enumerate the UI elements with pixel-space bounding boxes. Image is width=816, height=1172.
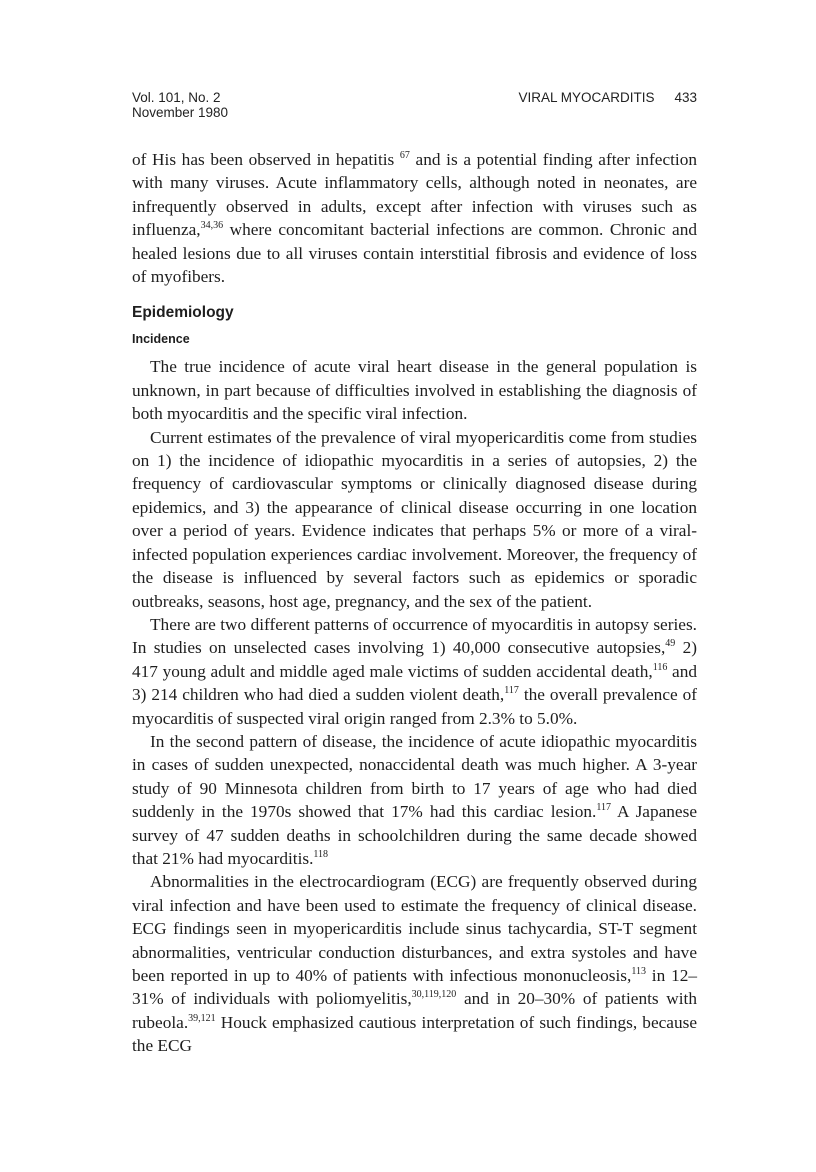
text-run: A Japanese survey of 47 sudden deaths in schoolchildren during the same decade showed that 21% had myocarditis.: [132, 802, 697, 868]
citation-ref: 34,36: [200, 220, 224, 232]
text-run: There are two different patterns of occurrence of myocarditis in autopsy series. In studies on unselected cases involving 1) 40,000 consecutive autopsies,: [132, 614, 697, 658]
paragraph: [132, 426, 697, 613]
paragraph: [132, 613, 697, 730]
citation-ref: 118: [313, 848, 329, 860]
citation-ref: 30,119,120: [411, 989, 457, 1001]
text-run: The true incidence of acute viral heart disease in the general population is unknown, in part because of difficulties involved in establishing the diagnosis of both myocarditis and the specific viral infection.: [132, 357, 697, 424]
section-heading: Epidemiology: [132, 304, 234, 322]
paragraph-continued: [132, 148, 697, 288]
journal-page: [132, 90, 697, 1058]
paragraph: [132, 870, 697, 1057]
article-body: [132, 148, 697, 1058]
citation-ref: 39,121: [188, 1012, 216, 1024]
running-title-block: [518, 90, 697, 105]
text-run: In the second pattern of disease, the incidence of acute idiopathic myocarditis in cases of sudden unexpected, nonaccidental death was much higher. A 3-year study of 90 Minnesota children from birth to 17 years of age who had died suddenly in the 1970s showed that 17% had this cardiac lesion.: [132, 731, 697, 822]
text-run: Houck emphasized cautious interpretation of such findings, because the ECG: [132, 1012, 697, 1056]
citation-ref: 67: [399, 150, 410, 161]
citation-ref: 117: [504, 685, 519, 697]
text-run: Current estimates of the prevalence of viral myopericarditis come from studies on 1) the incidence of idiopathic myocarditis in a series of autopsies, 2) the frequency of cardiovascular symptoms or clinically diagnosed disease during epidemics, and 3) the appearance of clinical disease occurring in one location over a period of years. Evidence indicates that perhaps 5% or more of a viral-infected population experiences cardiac involvement. Moreover, the frequency of the disease is influenced by several factors such as epidemics or sporadic outbreaks, seasons, host age, pregnancy, and the sex of the patient.: [132, 427, 697, 611]
text-run: Abnormalities in the electrocardiogram (ECG) are frequently observed during viral infection and have been used to estimate the frequency of clinical disease. ECG findings seen in myopericarditis include sinus tachycardia, ST-T segment abnormalities, ventricular conduction disturbances, and extra systoles and have been reported in up to 40% of patients with infectious mononucleosis,: [132, 872, 697, 985]
text-run: where concomitant bacterial infections are common. Chronic and healed lesions due to all viruses contain interstitial fibrosis and evidence of loss of myofibers.: [132, 220, 697, 287]
subsection-heading: Incidence: [132, 332, 190, 347]
text-run: 2) 417 young adult and middle aged male victims of sudden accidental death,: [132, 638, 697, 681]
issue-date: November 1980: [132, 105, 229, 120]
text-run: of His has been observed in hepatitis: [132, 150, 395, 169]
citation-ref: 49: [665, 638, 676, 650]
citation-ref: 117: [596, 802, 611, 814]
running-head: [132, 90, 697, 124]
text-run: and in 20–30% of patients with rubeola.: [132, 989, 697, 1032]
citation-ref: 113: [631, 966, 646, 977]
text-run: in 12–31% of individuals with poliomyelitis,: [132, 966, 697, 1009]
text-run: and 3) 214 children who had died a sudden violent death,: [132, 661, 697, 705]
citation-ref: 116: [652, 661, 668, 673]
running-title: VIRAL MYOCARDITIS: [518, 90, 655, 105]
paragraph: [132, 730, 697, 870]
text-run: the overall prevalence of myocarditis of suspected viral origin ranged from 2.3% to 5.0%.: [132, 685, 697, 728]
volume-number: Vol. 101, No. 2: [132, 90, 221, 105]
paragraph: [132, 355, 697, 425]
journal-issue-info: [132, 90, 228, 120]
text-run: and is a potential finding after infection with many viruses. Acute inflammatory cells, although noted in neonates, are infrequently observed in adults, except after infection with viruses such as influenza,: [132, 150, 697, 240]
page-number: 433: [674, 90, 697, 105]
